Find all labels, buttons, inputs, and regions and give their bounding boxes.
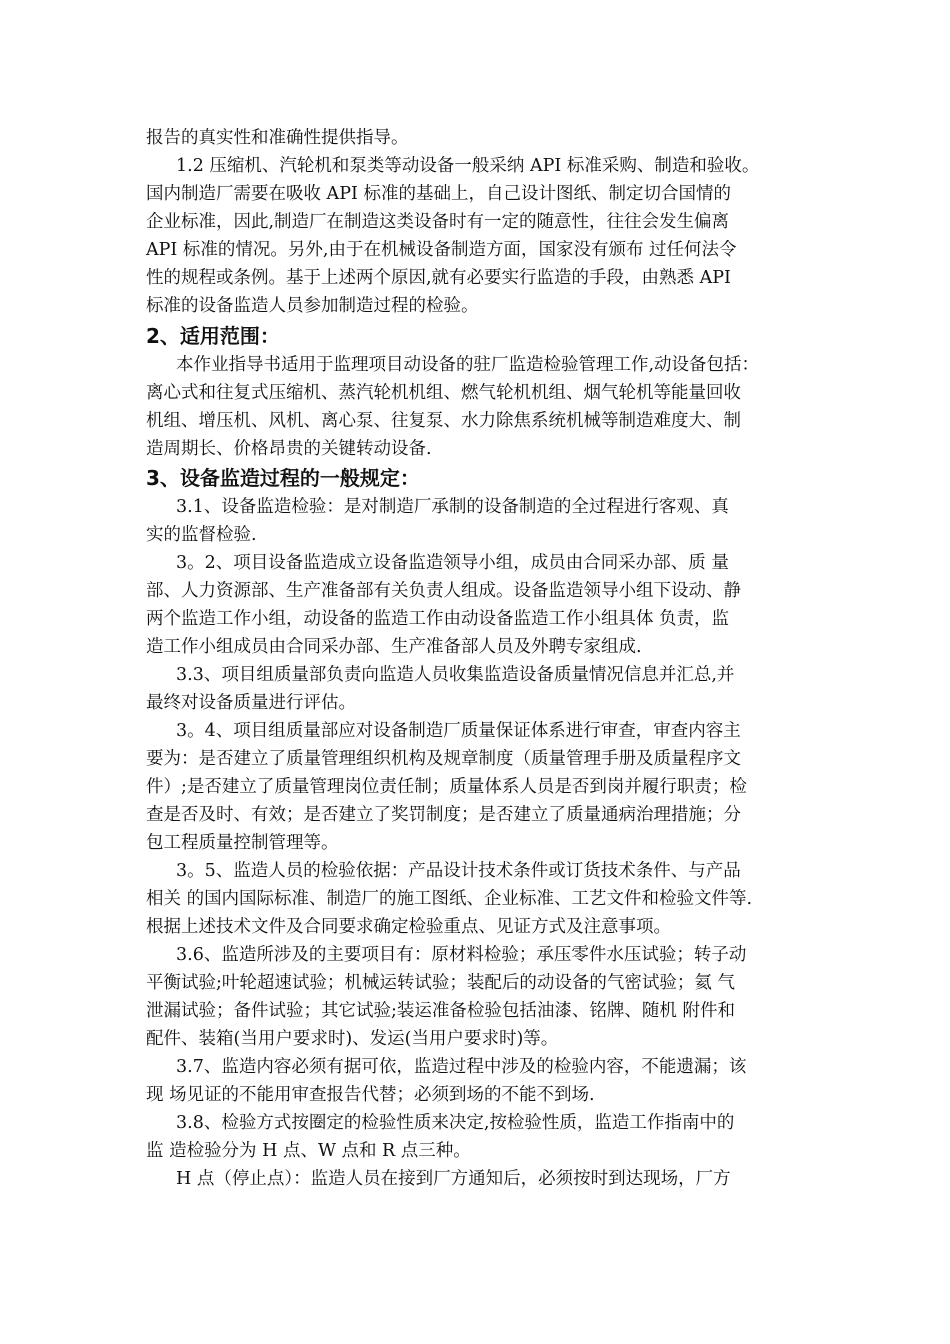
section-3-line-24: 监 造检验分为 H 点、W 点和 R 点三种。	[146, 1141, 471, 1161]
section-3-heading: 3、设备监造过程的一般规定：	[146, 466, 420, 490]
section-3-line-22: 现 场见证的不能用审查报告代替；必须到场的不能不到场.	[146, 1085, 595, 1105]
section-3-line-10: 要为：是否建立了质量管理组织机构及规章制度（质量管理手册及质量程序文	[146, 749, 741, 769]
section-3-line-12: 查是否及时、有效；是否建立了奖罚制度；是否建立了质量通病治理措施；分	[146, 805, 741, 825]
section-3-line-17: 3.6、监造所涉及的主要项目有：原材料检验；承压零件水压试验；转子动	[176, 945, 747, 965]
intro-line-1: 报告的真实性和准确性提供指导。	[146, 128, 409, 148]
section-3-line-2: 实的监督检验.	[146, 525, 257, 545]
intro-line-7: 标准的设备监造人员参加制造过程的检验。	[146, 296, 479, 316]
intro-line-6: 性的规程或条例。基于上述两个原因,就有必要实行监造的手段，由熟悉 API	[146, 268, 731, 288]
section-3-line-15: 相关 的国内国际标准、制造厂的施工图纸、企业标准、工艺文件和检验文件等.	[146, 889, 753, 909]
section-2-line-4: 造周期长、价格昂贵的关键转动设备.	[146, 439, 432, 459]
section-3-line-21: 3.7、监造内容必须有据可依，监造过程中涉及的检验内容，不能遗漏；该	[176, 1057, 747, 1077]
section-3-line-25: H 点（停止点）：监造人员在接到厂方通知后，必须按时到达现场，厂方	[176, 1169, 731, 1189]
section-3-line-16: 根据上述技术文件及合同要求确定检验重点、见证方式及注意事项。	[146, 917, 671, 937]
section-2-line-1: 本作业指导书适用于监理项目动设备的驻厂监造检验管理工作,动设备包括：	[176, 355, 760, 375]
section-2-heading: 2、适用范围：	[146, 324, 280, 348]
section-3-line-23: 3.8、检验方式按圈定的检验性质来决定,按检验性质，监造工作指南中的	[176, 1113, 735, 1133]
section-3-line-1: 3.1、设备监造检验：是对制造厂承制的设备制造的全过程进行客观、真	[176, 497, 729, 517]
section-2-line-2: 离心式和往复式压缩机、蒸汽轮机机组、燃气轮机机组、烟气轮机等能量回收	[146, 383, 741, 403]
section-2-line-3: 机组、增压机、风机、离心泵、往复泵、水力除焦系统机械等制造难度大、制	[146, 411, 741, 431]
section-3-line-20: 配件、装箱(当用户要求时)、发运(当用户要求时)等。	[146, 1029, 559, 1049]
intro-line-3: 国内制造厂需要在吸收 API 标准的基础上，自己设计图纸、制定切合国情的	[146, 184, 731, 204]
intro-line-2: 1.2 压缩机、汽轮机和泵类等动设备一般采纳 API 标准采购、制造和验收。	[176, 156, 760, 176]
section-3-line-5: 两个监造工作小组，动设备的监造工作由动设备监造工作小组具体 负责，监	[146, 609, 730, 629]
section-3-line-14: 3。5、监造人员的检验依据：产品设计技术条件或订货技术条件、与产品	[176, 861, 741, 881]
intro-line-4: 企业标准，因此,制造厂在制造这类设备时有一定的随意性，往往会发生偏离	[146, 212, 730, 232]
section-3-line-19: 泄漏试验；备件试验；其它试验;装运准备检验包括油漆、铭牌、随机 附件和	[146, 1001, 735, 1021]
intro-line-5: API 标准的情况。另外,由于在机械设备制造方面，国家没有颁布 过任何法令	[146, 240, 737, 260]
section-3-line-7: 3.3、项目组质量部负责向监造人员收集监造设备质量情况信息并汇总,并	[176, 665, 735, 685]
section-3-line-9: 3。4、项目组质量部应对设备制造厂质量保证体系进行审查，审查内容主	[176, 721, 741, 741]
section-3-line-13: 包工程质量控制管理等。	[146, 833, 339, 853]
section-3-line-4: 部、人力资源部、生产准备部有关负责人组成。设备监造领导小组下设动、静	[146, 581, 741, 601]
section-3-line-3: 3。2、项目设备监造成立设备监造领导小组，成员由合同采办部、质 量	[176, 553, 729, 573]
section-3-line-8: 最终对设备质量进行评估。	[146, 693, 356, 713]
section-3-line-18: 平衡试验;叶轮超速试验；机械运转试验；装配后的动设备的气密试验；氦 气	[146, 973, 735, 993]
section-3-line-11: 件）;是否建立了质量管理岗位责任制；质量体系人员是否到岗并履行职责；检	[146, 777, 747, 797]
section-3-line-6: 造工作小组成员由合同采办部、生产准备部人员及外聘专家组成.	[146, 637, 642, 657]
